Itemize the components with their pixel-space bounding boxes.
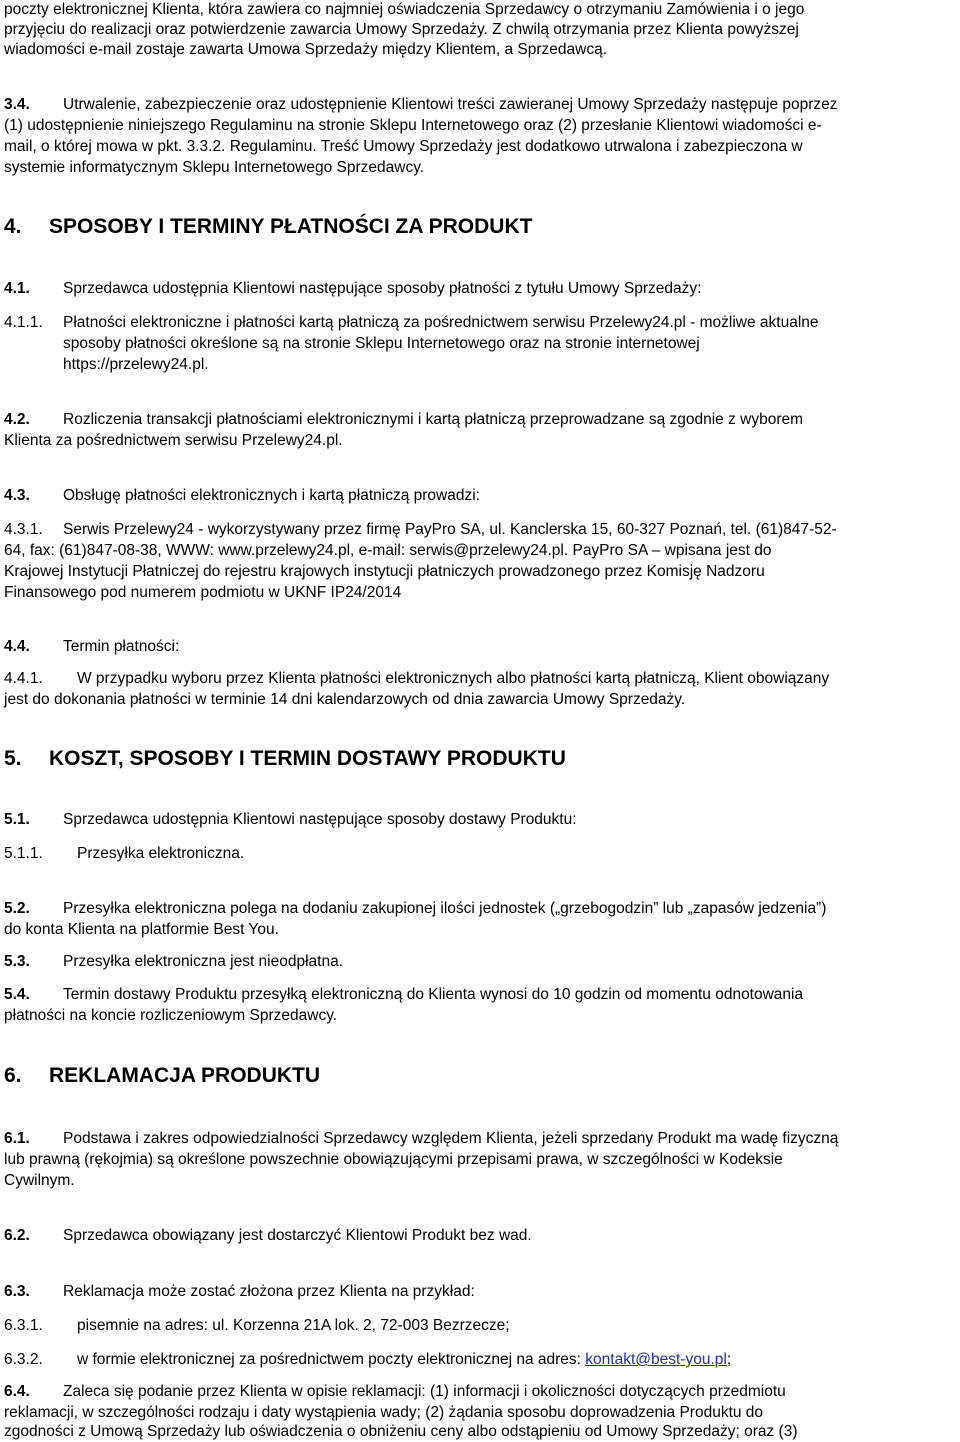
paragraph-text: Przesyłka elektroniczna jest nieodpłatna. (63, 953, 344, 970)
section-heading-number: 5. (4, 747, 22, 770)
section-number: 6.4. (4, 1383, 30, 1400)
paragraph-text: Klienta za pośrednictwem serwisu Przelewy24.pl. (4, 432, 343, 449)
paragraph-text: Sprzedawca udostępnia Klientowi następujące sposoby płatności z tytułu Umowy Sprzedaży: (63, 280, 702, 297)
section-number: 6.2. (4, 1227, 30, 1244)
section-number: 5.3. (4, 953, 30, 970)
paragraph-text: systemie informatycznym Sklepu Internetowego Sprzedawcy. (4, 159, 425, 176)
text-line: poczty elektronicznej Klienta, która zawiera co najmniej oświadczenia Sprzedawcy o otrzymaniu Zamówienia i o jego (4, 1, 805, 18)
paragraph-text: w formie elektronicznej za pośrednictwem poczty elektronicznej na adres: (77, 1351, 581, 1368)
email-link[interactable]: kontakt@best-you.pl (585, 1351, 727, 1368)
paragraph-text: Rozliczenia transakcji płatnościami elektronicznymi i kartą płatniczą przeprowadzane są zgodnie z wyborem (63, 411, 804, 428)
punctuation: ; (726, 1351, 732, 1368)
paragraph-text: Podstawa i zakres odpowiedzialności Sprzedawcy względem Klienta, jeżeli sprzedany Produkt ma wadę fizyczną (63, 1130, 839, 1147)
paragraph-text: Sprzedawca obowiązany jest dostarczyć Klientowi Produkt bez wad. (63, 1227, 532, 1244)
section-heading: REKLAMACJA PRODUKTU (49, 1064, 321, 1087)
paragraph-text: https://przelewy24.pl. (63, 356, 209, 373)
paragraph-text: Termin płatności: (63, 638, 180, 655)
paragraph-text: reklamacji, w szczególności rodzaju i daty wystąpienia wady; (2) żądania sposobu doprowadzenia Produktu do (4, 1404, 764, 1421)
paragraph-text: Krajowej Instytucji Płatniczej do rejestru krajowych instytucji płatniczych prowadzonego przez Komisję Nadzoru (4, 563, 765, 580)
section-heading-number: 6. (4, 1064, 22, 1087)
section-number: 4.3.1. (4, 521, 43, 538)
section-number: 5.1.1. (4, 845, 43, 862)
paragraph-text: sposoby płatności określone są na stronie Sklepu Internetowego oraz na stronie internetowej (63, 335, 700, 352)
paragraph-text: Przesyłka elektroniczna polega na dodaniu zakupionej ilości jednostek („grzebogodzin” lub „zapasów jedzenia”) (63, 900, 827, 917)
section-number: 4.1. (4, 280, 30, 297)
section-heading-number: 4. (4, 215, 22, 238)
section-number: 3.4. (4, 96, 30, 113)
paragraph-text: Reklamacja może zostać złożona przez Klienta na przykład: (63, 1283, 475, 1300)
paragraph-text: lub prawną (rękojmia) są określone powszechnie obowiązującymi przepisami prawa, w szczególności w Kodeksie (4, 1151, 783, 1168)
section-number: 5.4. (4, 986, 30, 1003)
text-line: przyjęciu do realizacji oraz potwierdzenie zawarcia Umowy Sprzedaży. Z chwilą otrzymania przez Klienta powyższej (4, 21, 799, 38)
section-number: 4.2. (4, 411, 30, 428)
paragraph-text: Termin dostawy Produktu przesyłką elektroniczną do Klienta wynosi do 10 godzin od momentu odnotowania (63, 986, 804, 1003)
paragraph-text: Utrwalenie, zabezpieczenie oraz udostępnienie Klientowi treści zawieranej Umowy Sprzedaży następuje poprzez (63, 96, 838, 113)
paragraph-text: Płatności elektroniczne i płatności kartą płatniczą za pośrednictwem serwisu Przelewy24.pl - możliwe aktualne (63, 314, 819, 331)
paragraph-text: Cywilnym. (4, 1172, 75, 1189)
paragraph-text: jest do dokonania płatności w terminie 14 dni kalendarzowych od dnia zawarcia Umowy Sprzedaży. (4, 691, 686, 708)
paragraph-text: Zaleca się podanie przez Klienta w opisie reklamacji: (1) informacji i okoliczności dotyczących przedmiotu (63, 1383, 786, 1400)
paragraph-text: Przesyłka elektroniczna. (77, 845, 245, 862)
paragraph-text: pisemnie na adres: ul. Korzenna 21A lok. 2, 72-003 Bezrzecze; (77, 1317, 510, 1334)
section-number: 4.3. (4, 487, 30, 504)
paragraph-text: zgodności z Umową Sprzedaży lub oświadczenia o obniżeniu ceny albo odstąpieniu od Umowy Sprzedaży; oraz (3) (4, 1423, 798, 1440)
section-number: 6.1. (4, 1130, 30, 1147)
section-heading: KOSZT, SPOSOBY I TERMIN DOSTAWY PRODUKTU (49, 747, 566, 770)
paragraph-text (77, 1350, 731, 1370)
paragraph-text: do konta Klienta na platformie Best You. (4, 921, 279, 938)
text-line: wiadomości e-mail zostaje zawarta Umowa Sprzedaży między Klientem, a Sprzedawcą. (4, 41, 608, 58)
paragraph-text: 64, fax: (61)847-08-38, WWW: www.przelewy24.pl, e-mail: serwis@przelewy24.pl. PayPro SA – wpisana jest do (4, 542, 772, 559)
paragraph-text: płatności na koncie rozliczeniowym Sprzedawcy. (4, 1007, 338, 1024)
paragraph-text: W przypadku wyboru przez Klienta płatności elektronicznych albo płatności kartą płatniczą, Klient obowiązany (77, 670, 830, 687)
section-number: 5.1. (4, 811, 30, 828)
paragraph-text: Serwis Przelewy24 - wykorzystywany przez firmę PayPro SA, ul. Kanclerska 15, 60-327 Poznań, tel. (61)847-52- (63, 521, 837, 538)
section-number: 4.4.1. (4, 670, 43, 687)
paragraph-text: Finansowego pod numerem podmiotu w UKNF IP24/2014 (4, 584, 402, 601)
section-number: 4.1.1. (4, 314, 43, 331)
section-number: 5.2. (4, 900, 30, 917)
section-number: 6.3.2. (4, 1351, 43, 1368)
paragraph-text: Obsługę płatności elektronicznych i kartą płatniczą prowadzi: (63, 487, 480, 504)
section-number: 4.4. (4, 638, 30, 655)
paragraph-text: mail, o której mowa w pkt. 3.3.2. Regulaminu. Treść Umowy Sprzedaży jest dodatkowo utrwalona i zabezpieczona w (4, 138, 803, 155)
section-number: 6.3.1. (4, 1317, 43, 1334)
paragraph-text: (1) udostępnienie niniejszego Regulaminu na stronie Sklepu Internetowego oraz (2) przesłanie Klientowi wiadomości e- (4, 117, 822, 134)
paragraph-text: Sprzedawca udostępnia Klientowi następujące sposoby dostawy Produktu: (63, 811, 577, 828)
section-heading: SPOSOBY I TERMINY PŁATNOŚCI ZA PRODUKT (49, 215, 533, 238)
section-number: 6.3. (4, 1283, 30, 1300)
